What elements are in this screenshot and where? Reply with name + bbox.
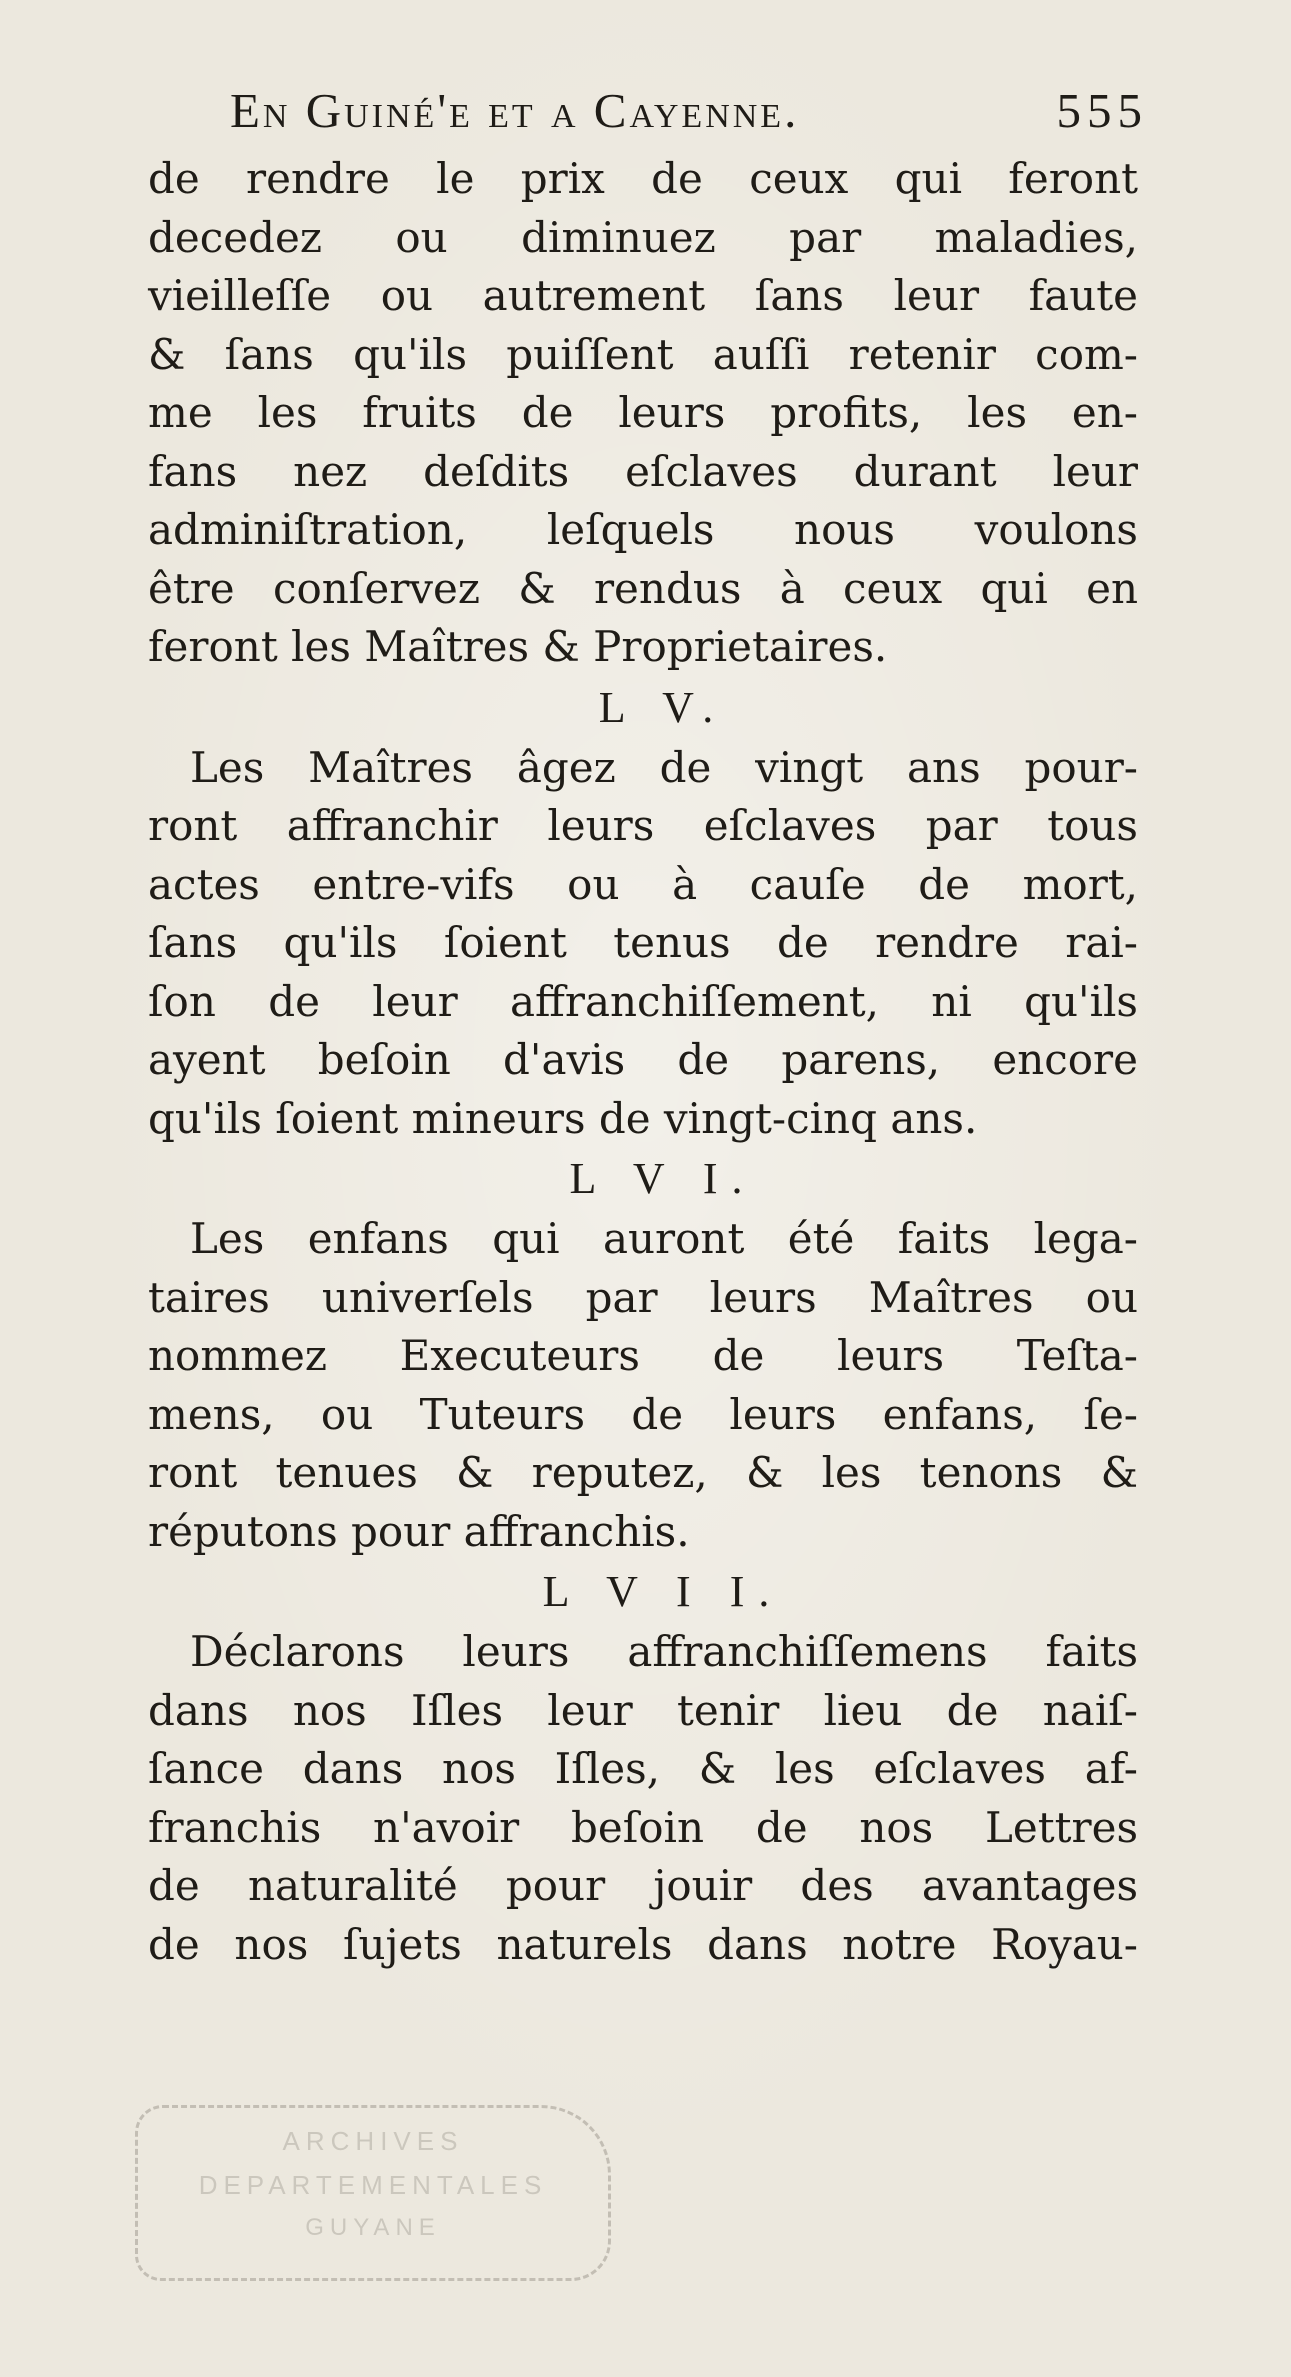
text-line: & ſans qu'ils puiſſent auſſi retenir com- — [148, 329, 1138, 379]
article-lv — [148, 677, 1138, 1149]
article-heading: L V I. — [569, 1154, 757, 1203]
text-line: adminiſtration, leſquels nous voulons — [148, 505, 1138, 554]
text-line: de nos ſujets naturels dans notre Royau- — [148, 1919, 1138, 1969]
text-line: qu'ils ſoient mineurs de vingt-cinq ans. — [148, 1093, 978, 1143]
text-line: de naturalité pour jouir des avantages — [148, 1861, 1138, 1910]
text-line: nommez Executeurs de leurs Teſta- — [148, 1331, 1138, 1380]
text-line: ayent beſoin d'avis de parens, encore — [148, 1035, 1138, 1084]
text-line: Les Maîtres âgez de vingt ans pour- — [190, 742, 1138, 792]
text-line: dans nos Iſles leur tenir lieu de naiſ- — [148, 1685, 1138, 1735]
text-line: fans nez deſdits eſclaves durant leur — [148, 446, 1138, 496]
stamp-line: DEPARTEMENTALES — [198, 2170, 548, 2200]
text-line: ſon de leur affranchiſſement, ni qu'ils — [148, 976, 1138, 1026]
text-line: réputons pour affranchis. — [148, 1506, 690, 1556]
running-head — [230, 82, 1160, 152]
article-heading: L V I I. — [542, 1567, 784, 1616]
text-line: actes entre-vifs ou à cauſe de mort, — [148, 859, 1138, 909]
text-line: ſans qu'ils ſoient tenus de rendre rai- — [148, 918, 1138, 967]
text-line: Les enfans qui auront été faits lega- — [190, 1214, 1138, 1263]
archive-stamp — [135, 2105, 611, 2281]
text-line: Déclarons leurs affranchiſſemens faits — [190, 1627, 1138, 1676]
text-line: ront affranchir leurs eſclaves par tous — [148, 801, 1138, 850]
text-line: ront tenues & reputez, & les tenons & — [148, 1448, 1138, 1497]
page-number: 555 — [1056, 83, 1148, 138]
text-line: de rendre le prix de ceux qui feront — [148, 154, 1138, 203]
article-lvii — [148, 1561, 1138, 1974]
text-line: franchis n'avoir beſoin de nos Lettres — [148, 1802, 1138, 1852]
text-line: taires univerſels par leurs Maîtres ou — [148, 1272, 1138, 1322]
text-block — [148, 150, 1138, 1974]
text-line: ſance dans nos Iſles, & les eſclaves af- — [148, 1744, 1138, 1793]
text-line: mens, ou Tuteurs de leurs enfans, ſe- — [148, 1389, 1138, 1439]
article-heading: L V. — [598, 682, 728, 732]
text-line: vieilleſſe ou autrement ſans leur faute — [148, 271, 1138, 320]
article-lvi — [148, 1148, 1138, 1561]
text-line: decedez ou diminuez par maladies, — [148, 212, 1138, 262]
continued-paragraph — [148, 150, 1138, 677]
text-line: feront les Maîtres & Proprietaires. — [148, 622, 888, 671]
stamp-line: GUYANE — [305, 2214, 441, 2241]
text-line: être conſervez & rendus à ceux qui en — [148, 563, 1138, 613]
text-line: me les fruits de leurs profits, les en- — [148, 388, 1138, 437]
stamp-line: ARCHIVES — [282, 2126, 464, 2156]
running-title: En Guiné'e et a Cayenne. — [230, 83, 800, 138]
